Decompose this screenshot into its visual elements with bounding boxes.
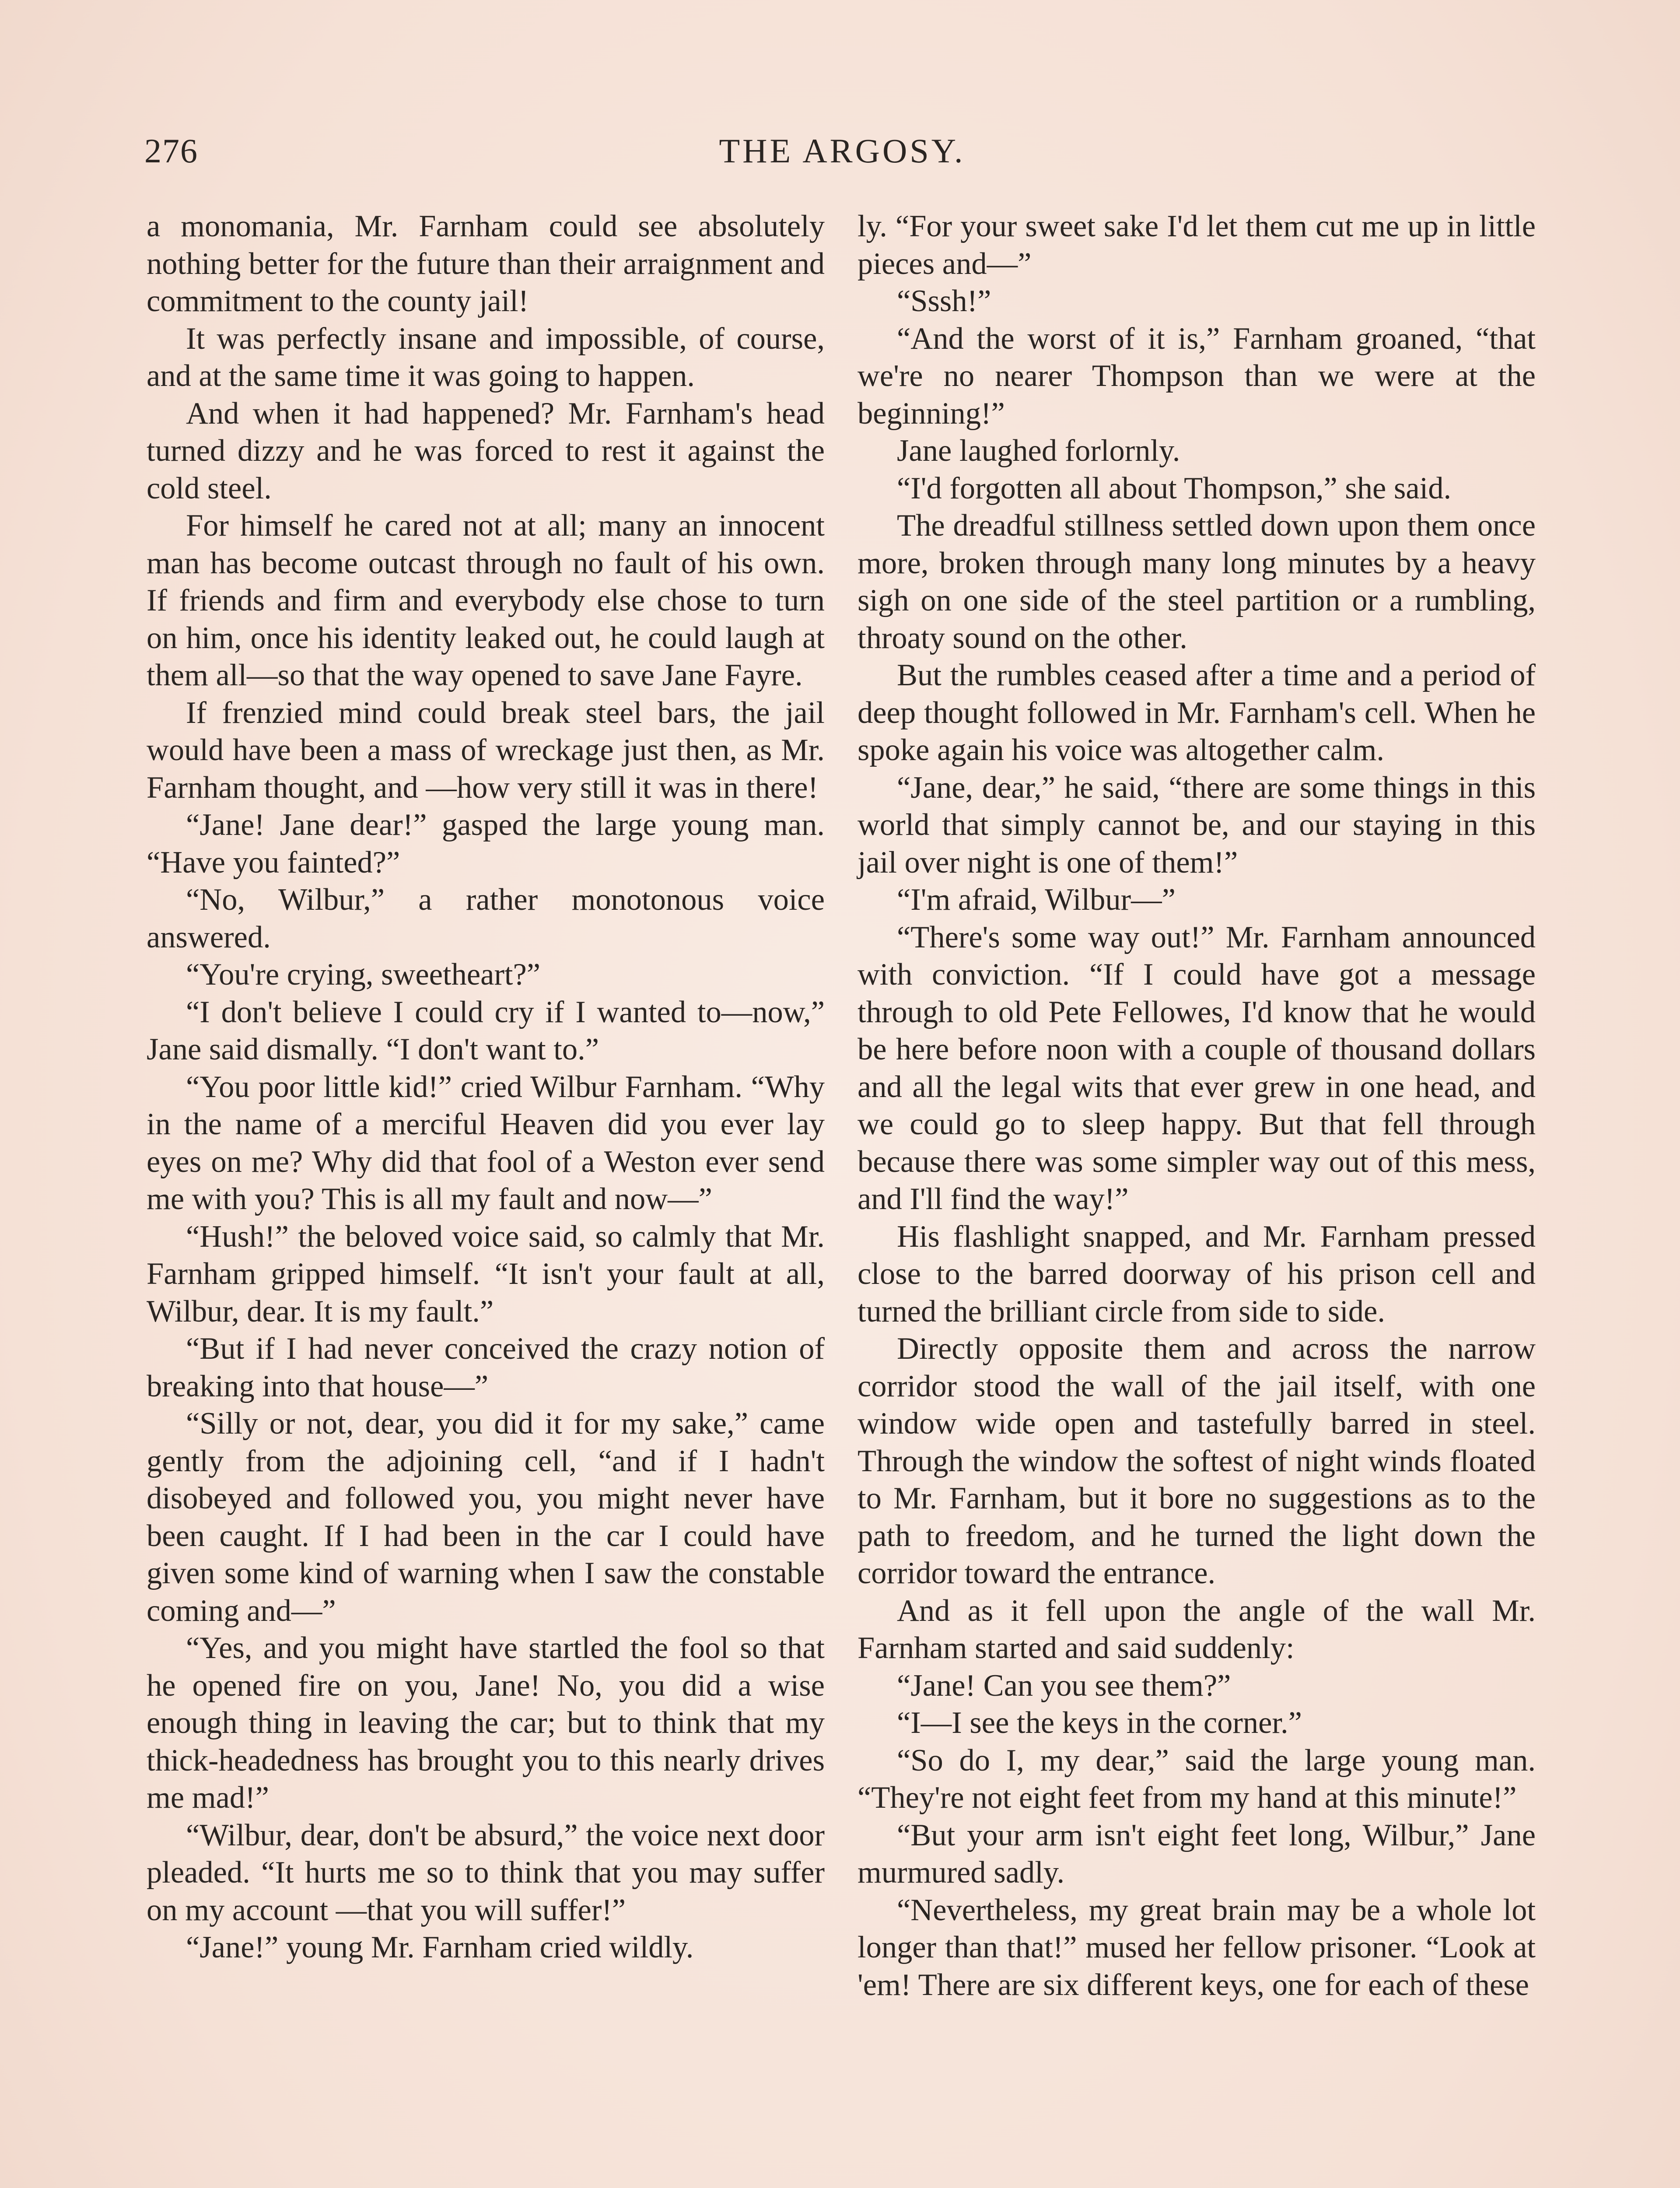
page-header bbox=[144, 131, 1540, 179]
paragraph: If frenzied mind could break steel bars, the jail would have been a mass of wreckage just then, as Mr. Farnham thought, and —how very still it was in there! bbox=[147, 695, 825, 805]
paragraph: For himself he cared not at all; many an innocent man has become outcast through no fault of his own. If friends and firm and everybody else chose to turn on him, once his identity leaked out, he could laugh at them all—so that the way opened to save Jane Fayre. bbox=[147, 508, 825, 692]
paragraph: ly. “For your sweet sake I'd let them cut me up in little pieces and—” bbox=[858, 209, 1536, 281]
paragraph: And when it had happened? Mr. Farnham's head turned dizzy and he was forced to rest it against the cold steel. bbox=[147, 396, 825, 505]
running-head: THE ARGOSY. bbox=[719, 132, 966, 170]
paragraph: “I'd forgotten all about Thompson,” she said. bbox=[897, 471, 1452, 505]
paragraph: “Hush!” the beloved voice said, so calmly that Mr. Farnham gripped himself. “It isn't your fault at all, Wilbur, dear. It is my fault.” bbox=[147, 1219, 825, 1329]
paragraph: His flashlight snapped, and Mr. Farnham pressed close to the barred doorway of his prison cell and turned the brilliant circle from side to side. bbox=[858, 1219, 1536, 1329]
paragraph: And as it fell upon the angle of the wall Mr. Farnham started and said suddenly: bbox=[858, 1593, 1536, 1665]
paragraph: “And the worst of it is,” Farnham groaned, “that we're no nearer Thompson than we were at the beginning!” bbox=[858, 321, 1536, 431]
left-text-column bbox=[147, 208, 825, 1967]
paragraph: “Sssh!” bbox=[897, 284, 991, 318]
paragraph: “Nevertheless, my great brain may be a whole lot longer than that!” mused her fellow prisoner. “Look at 'em! There are six different keys, one for each of these bbox=[858, 1893, 1536, 2002]
paragraph: “Jane! Can you see them?” bbox=[897, 1668, 1231, 1703]
paragraph: The dreadful stillness settled down upon them once more, broken through many long minutes by a heavy sigh on one side of the steel partition or a rumbling, throaty sound on the other. bbox=[858, 508, 1536, 655]
paragraph: “Jane! Jane dear!” gasped the large young man. “Have you fainted?” bbox=[147, 808, 825, 880]
paragraph: a monomania, Mr. Farnham could see absolutely nothing better for the future than their arraignment and commitment to the county jail! bbox=[147, 209, 825, 318]
right-text-column bbox=[858, 208, 1536, 2004]
paragraph: “You poor little kid!” cried Wilbur Farnham. “Why in the name of a merciful Heaven did you ever lay eyes on me? Why did that fool of a Weston ever send me with you? This is all my fault and now—” bbox=[147, 1069, 825, 1216]
paragraph: “Wilbur, dear, don't be absurd,” the voice next door pleaded. “It hurts me so to think that you may suffer on my account —that you will suffer!” bbox=[147, 1818, 825, 1927]
paragraph: “But if I had never conceived the crazy notion of breaking into that house—” bbox=[147, 1332, 825, 1403]
paragraph: “Silly or not, dear, you did it for my sake,” came gently from the adjoining cell, “and if I hadn't disobeyed and followed you, you might never have been caught. If I had been in the car I could have given some kind of warning when I saw the constable coming and—” bbox=[147, 1406, 825, 1628]
paragraph: “I—I see the keys in the corner.” bbox=[897, 1706, 1302, 1740]
paragraph: “I don't believe I could cry if I wanted to—now,” Jane said dismally. “I don't want to.” bbox=[147, 995, 825, 1066]
paragraph: “No, Wilbur,” a rather monotonous voice answered. bbox=[147, 883, 825, 954]
page-number: 276 bbox=[144, 132, 198, 170]
paragraph: “I'm afraid, Wilbur—” bbox=[897, 883, 1176, 917]
paragraph: “Jane!” young Mr. Farnham cried wildly. bbox=[186, 1930, 694, 1964]
paragraph: It was perfectly insane and impossible, of course, and at the same time it was going to happen. bbox=[147, 321, 825, 393]
paragraph: “There's some way out!” Mr. Farnham announced with conviction. “If I could have got a message through to old Pete Fellowes, I'd know that he would be here before noon with a couple of thousand dollars and all the legal wits that ever grew in one head, and we could go to sleep happy. But that fell through because there was some simpler way out of this mess, and I'll find the way!” bbox=[858, 920, 1536, 1216]
paragraph: Jane laughed forlornly. bbox=[897, 434, 1180, 468]
paragraph: Directly opposite them and across the narrow corridor stood the wall of the jail itself, with one window wide open and tastefully barred in steel. Through the window the softest of night winds floated to Mr. Farnham, but it bore no suggestions as to the path to freedom, and he turned the light down the corridor toward the entrance. bbox=[858, 1332, 1536, 1590]
paragraph: “Yes, and you might have startled the fool so that he opened fire on you, Jane! No, you did a wise enough thing in leaving the car; but to think that my thick-headedness has brought you to this nearly drives me mad!” bbox=[147, 1631, 825, 1815]
paragraph: “But your arm isn't eight feet long, Wilbur,” Jane murmured sadly. bbox=[858, 1818, 1536, 1890]
paragraph: “You're crying, sweetheart?” bbox=[186, 957, 541, 992]
paragraph: “Jane, dear,” he said, “there are some things in this world that simply cannot be, and our staying in this jail over night is one of them!” bbox=[858, 770, 1536, 880]
paragraph: “So do I, my dear,” said the large young man. “They're not eight feet from my hand at this minute!” bbox=[858, 1743, 1536, 1815]
paragraph: But the rumbles ceased after a time and a period of deep thought followed in Mr. Farnham's cell. When he spoke again his voice was altogether calm. bbox=[858, 658, 1536, 767]
